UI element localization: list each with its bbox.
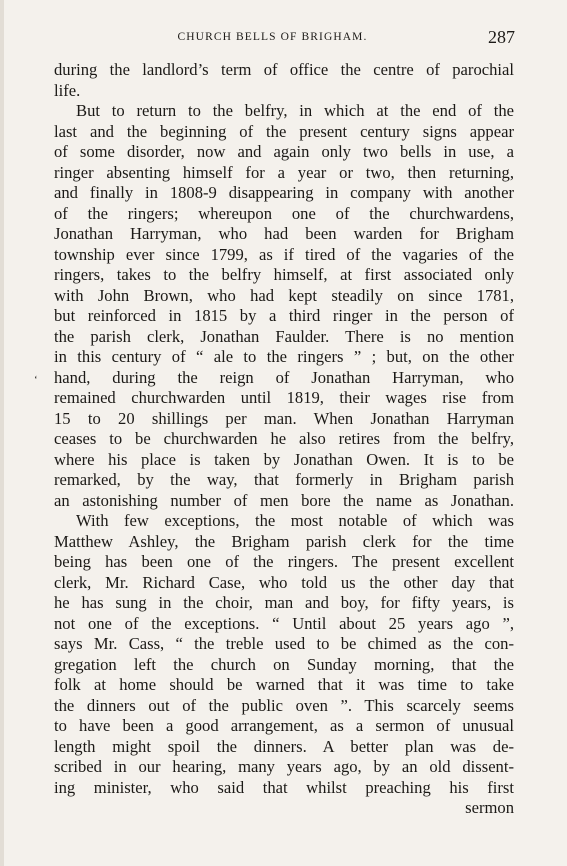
text-line: says Mr. Cass, “ the treble used to be chimed as the con- [54, 634, 514, 653]
text-line: where his place is taken by Jonathan Owen. It is to be [54, 449, 514, 469]
text-line: and finally in 1808-9 disappearing in company with another [54, 183, 514, 202]
page-number: 287 [488, 27, 515, 47]
text-line: ceases to be churchwarden he also retires from the belfry, [54, 429, 514, 448]
text-line: with John Brown, who had kept steadily on since 1781, [54, 285, 514, 305]
text-line: township ever since 1799, as if tired of the vagaries of the [54, 244, 514, 264]
text-line: ing minister, who said that whilst preaching his first [54, 777, 514, 797]
text-line: But to return to the belfry, in which at the end of the [76, 101, 514, 120]
text-line: 15 to 20 shillings per man. When Jonathan Harryman [54, 408, 514, 428]
text-line: clerk, Mr. Richard Case, who told us the other day that [54, 572, 514, 592]
text-line: Jonathan Harryman, who had been warden for Brigham [54, 224, 514, 243]
text-line: of the ringers; whereupon one of the churchwardens, [54, 203, 514, 223]
text-line: remained churchwarden until 1819, their wages rise from [54, 388, 514, 407]
text-line: ringers, takes to the belfry himself, at first associated only [54, 265, 514, 284]
text-line: ringer absenting himself for a year or two, then returning, [54, 162, 514, 182]
text-line: during the landlord’s term of office the centre of parochial [54, 60, 514, 79]
body-text [54, 60, 514, 819]
text-line: scribed in our hearing, many years ago, by an old dissent- [54, 757, 514, 776]
text-line: of some disorder, now and again only two bells in use, a [54, 142, 514, 161]
text-line: in this century of “ ale to the ringers ” ; but, on the other [54, 347, 514, 366]
text-line: he has sung in the choir, man and boy, for fifty years, is [54, 593, 514, 612]
page-gutter-edge [0, 0, 4, 866]
text-line: length might spoil the dinners. A better plan was de- [54, 736, 514, 756]
text-line: life. [54, 80, 81, 100]
text-line: not one of the exceptions. “ Until about 25 years ago ”, [54, 613, 514, 633]
catchword: sermon [465, 798, 514, 817]
running-title: CHURCH BELLS OF BRIGHAM. [177, 31, 368, 43]
text-line: the dinners out of the public oven ”. This scarcely seems [54, 695, 514, 715]
text-line: Matthew Ashley, the Brigham parish clerk for the time [54, 531, 514, 551]
text-line: With few exceptions, the most notable of which was [76, 511, 514, 530]
text-line: the parish clerk, Jonathan Faulder. There is no mention [54, 326, 514, 346]
text-line: gregation left the church on Sunday morning, that the [54, 654, 514, 674]
text-line: to have been a good arrangement, as a sermon of unusual [54, 716, 514, 735]
page-header [30, 27, 515, 49]
text-line: an astonishing number of men bore the name as Jonathan. [54, 490, 514, 510]
text-line: being has been one of the ringers. The present excellent [54, 552, 514, 571]
text-line: but reinforced in 1815 by a third ringer in the person of [54, 306, 514, 325]
text-line: hand, during the reign of Jonathan Harryman, who [54, 367, 514, 387]
text-line: last and the beginning of the present century signs appear [54, 121, 514, 141]
margin-mark: ‘ [34, 374, 38, 386]
text-line: remarked, by the way, that formerly in Brigham parish [54, 470, 514, 489]
text-line: folk at home should be warned that it was time to take [54, 675, 514, 694]
